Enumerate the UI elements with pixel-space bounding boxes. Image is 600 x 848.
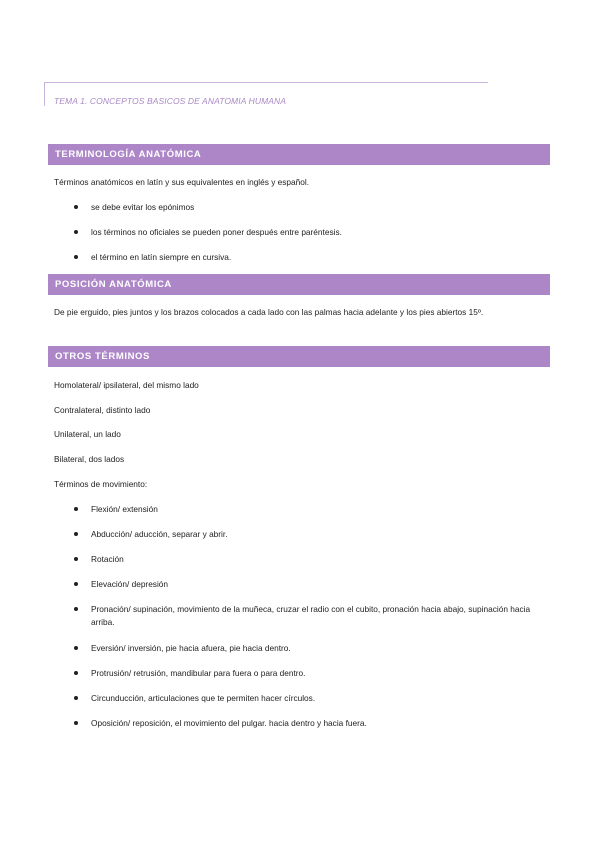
bullet-icon xyxy=(74,507,78,511)
document-header-title: TEMA 1. CONCEPTOS BASICOS DE ANATOMIA HUMANA xyxy=(54,96,287,106)
terminologia-intro: Términos anatómicos en latín y sus equivalentes en inglés y español. xyxy=(54,177,310,187)
list-item-text: Circunducción, articulaciones que te permiten hacer círculos. xyxy=(91,693,316,703)
list-item-text: Flexión/ extensión xyxy=(91,504,158,514)
bullet-icon xyxy=(74,205,78,209)
list-item-text: el término en latín siempre en cursiva. xyxy=(91,252,232,262)
bullet-icon xyxy=(74,607,78,611)
list-item-text: Rotación xyxy=(91,554,124,564)
bullet-icon xyxy=(74,671,78,675)
otros-line: Términos de movimiento: xyxy=(54,479,148,489)
bullet-icon xyxy=(74,557,78,561)
section-heading-posicion: POSICIÓN ANATÓMICA xyxy=(48,274,550,295)
bullet-icon xyxy=(74,230,78,234)
bullet-icon xyxy=(74,532,78,536)
section-heading-otros: OTROS TÉRMINOS xyxy=(48,346,550,367)
otros-line: Unilateral, un lado xyxy=(54,429,121,439)
header-left-rule xyxy=(44,82,45,106)
bullet-icon xyxy=(74,721,78,725)
bullet-icon xyxy=(74,646,78,650)
otros-line: Homolateral/ ipsilateral, del mismo lado xyxy=(54,380,199,390)
list-item-text: Elevación/ depresión xyxy=(91,579,169,589)
list-item-text: Oposición/ reposición, el movimiento del pulgar. hacia dentro y hacia fuera. xyxy=(91,718,367,728)
bullet-icon xyxy=(74,255,78,259)
otros-line: Bilateral, dos lados xyxy=(54,454,125,464)
list-item-text: Eversión/ inversión, pie hacia afuera, pie hacia dentro. xyxy=(91,643,291,653)
list-item-text: Pronación/ supinación, movimiento de la muñeca, cruzar el radio con el cubito, pronación hacia abajo, supinación hacia arriba. xyxy=(91,604,531,627)
list-item-text: los términos no oficiales se pueden poner después entre paréntesis. xyxy=(91,227,342,237)
section-heading-terminologia: TERMINOLOGÍA ANATÓMICA xyxy=(48,144,550,165)
bullet-icon xyxy=(74,696,78,700)
posicion-text: De pie erguido, pies juntos y los brazos colocados a cada lado con las palmas hacia adelante y los pies abiertos 15º. xyxy=(54,307,484,317)
header-rule xyxy=(44,82,488,83)
list-item-text: se debe evitar los epónimos xyxy=(91,202,195,212)
list-item-text: Abducción/ aducción, separar y abrir. xyxy=(91,529,228,539)
list-item-text: Protrusión/ retrusión, mandibular para fuera o para dentro. xyxy=(91,668,306,678)
bullet-icon xyxy=(74,582,78,586)
otros-line: Contralateral, distinto lado xyxy=(54,405,151,415)
